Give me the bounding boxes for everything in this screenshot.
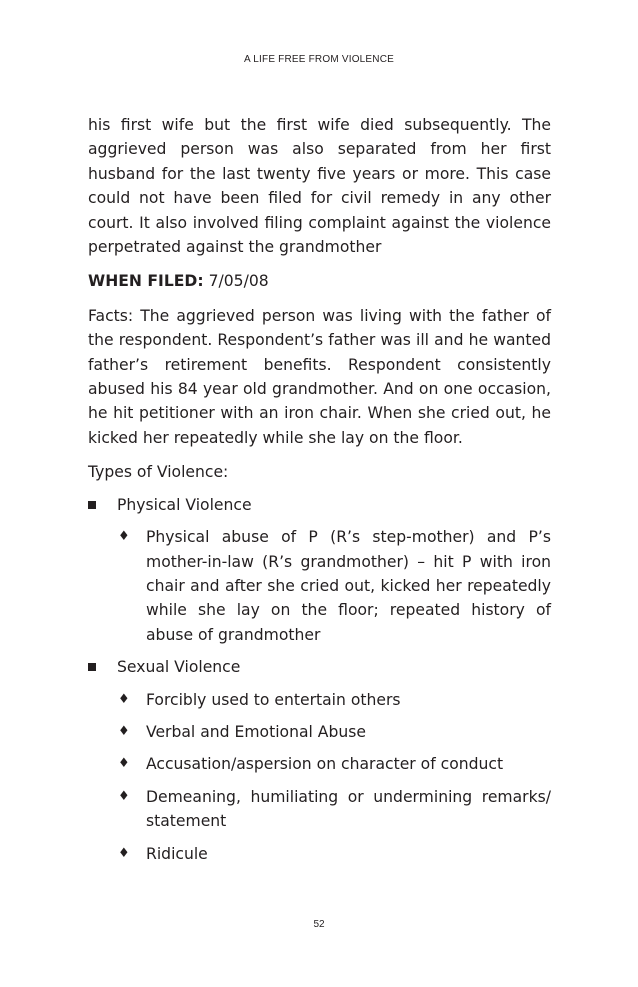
diamond-bullet-icon: ♦ bbox=[118, 691, 130, 707]
running-header: A LIFE FREE FROM VIOLENCE bbox=[243, 54, 395, 65]
intro-paragraph: his first wife but the first wife died subsequently. The aggrieved person was also separated from her first husband for the last twenty five years or more. This case could not have been filed for civil remedy in any other court. It also involved filing complaint against the violence perpetrated against the grandmother bbox=[88, 116, 551, 257]
diamond-bullet-icon: ♦ bbox=[118, 788, 130, 804]
diamond-bullet-icon: ♦ bbox=[118, 756, 130, 772]
diamond-bullet-icon: ♦ bbox=[118, 845, 130, 861]
square-bullet-icon bbox=[88, 663, 96, 671]
diamond-bullet-icon: ♦ bbox=[118, 723, 130, 739]
page-number: 52 bbox=[313, 919, 325, 930]
when-filed-line bbox=[88, 269, 551, 293]
list-item-text: Demeaning, humiliating or undermining remarks/ statement bbox=[146, 787, 551, 831]
category-physical-violence bbox=[88, 493, 551, 517]
types-of-violence-heading: Types of Violence: bbox=[88, 463, 229, 482]
physical-violence-items bbox=[88, 525, 551, 647]
sexual-violence-items bbox=[88, 688, 551, 866]
list-item-text: Ridicule bbox=[146, 844, 208, 863]
list-item-text: Verbal and Emotional Abuse bbox=[146, 722, 366, 741]
square-bullet-icon bbox=[88, 501, 96, 509]
list-item bbox=[88, 688, 551, 712]
facts-paragraph: Facts: The aggrieved person was living with the father of the respondent. Respondent’s father was ill and he wanted father’s retirement benefits. Respondent consistently abused his 84 year old grandmother. And on one occasion, he hit petitioner with an iron chair. When she cried out, he kicked her repeatedly while she lay on the floor. bbox=[88, 306, 551, 447]
when-filed-value: 7/05/08 bbox=[208, 272, 269, 291]
list-item bbox=[88, 785, 551, 834]
list-item bbox=[88, 525, 551, 647]
list-item bbox=[88, 752, 551, 776]
category-label: Sexual Violence bbox=[117, 658, 241, 677]
category-sexual-violence bbox=[88, 655, 551, 679]
when-filed-label: WHEN FILED: bbox=[88, 272, 204, 291]
list-item-text: Forcibly used to entertain others bbox=[146, 690, 401, 709]
list-item-text: Physical abuse of P (R’s step-mother) and P’s mother-in-law (R’s grandmother) – hit P with iron chair and after she cried out, kicked her repeatedly while she lay on the floor; repeated history of abuse of grandmother bbox=[146, 528, 551, 644]
category-label: Physical Violence bbox=[117, 495, 252, 514]
diamond-bullet-icon: ♦ bbox=[118, 529, 130, 545]
page-body bbox=[88, 113, 551, 874]
list-item-text: Accusation/aspersion on character of conduct bbox=[146, 755, 504, 774]
list-item bbox=[88, 842, 551, 866]
list-item bbox=[88, 720, 551, 744]
